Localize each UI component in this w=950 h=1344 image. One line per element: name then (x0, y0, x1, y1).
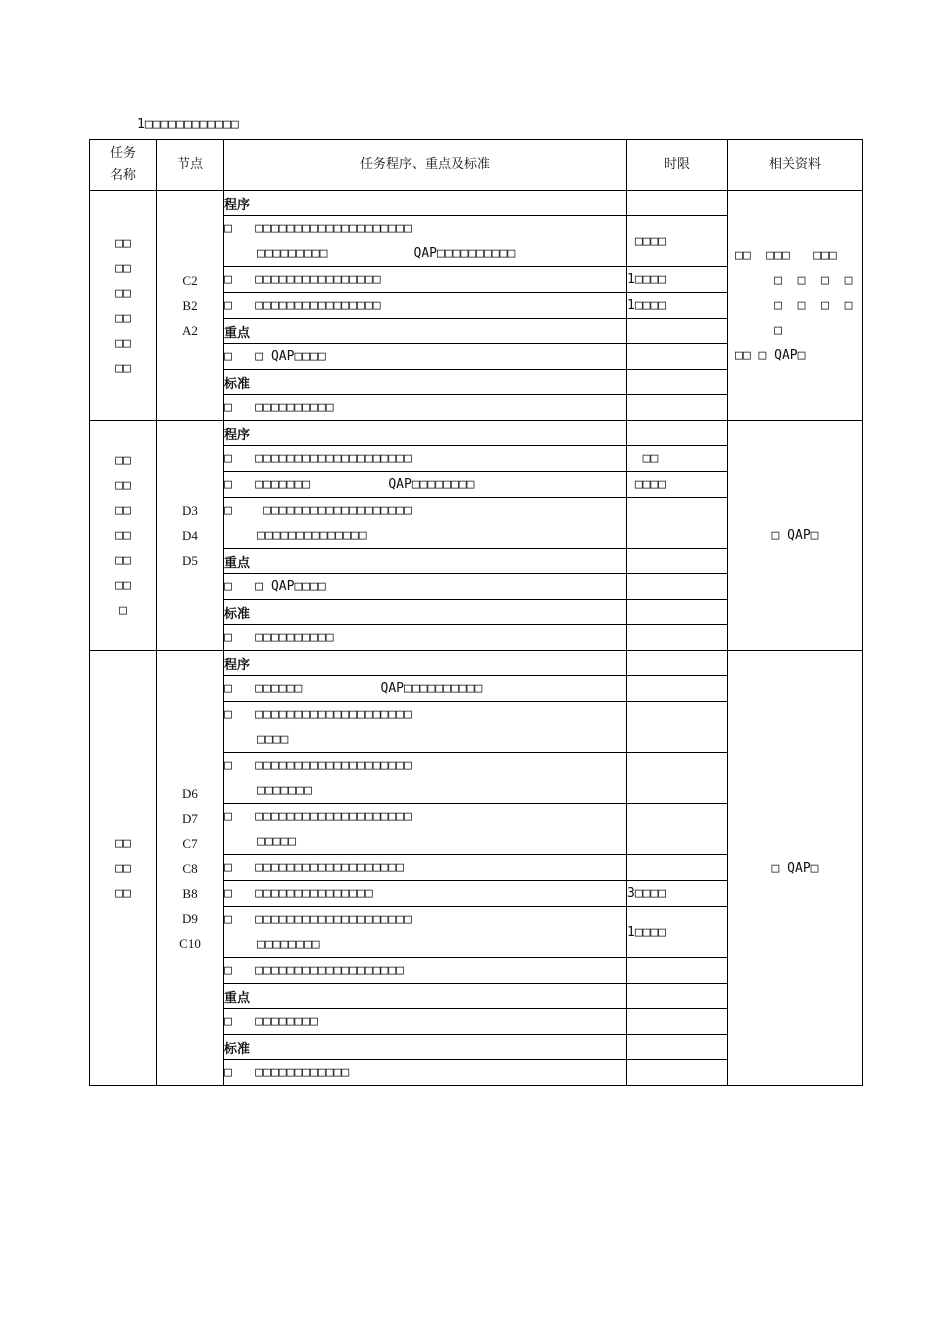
procedure-item-line: □□□□□□□ (257, 783, 312, 798)
time-limit-cell (627, 344, 728, 370)
procedure-item-line: □ □□□□□□□□□□□□□□□□□□□ (224, 503, 412, 518)
reference-cell (728, 191, 863, 421)
procedure-item-line: □ □□□□□□□□□□□□□□□ (224, 886, 373, 901)
reference-line: □ (735, 323, 782, 338)
task-name-line: □□ (115, 528, 131, 543)
procedure-item-line: □□□□□ (257, 834, 297, 849)
task-name-line: □□ (115, 285, 131, 301)
procedure-item (224, 881, 627, 907)
reference-line: □□ □ QAP□ (735, 348, 806, 363)
time-limit-value: 1□□□□ (627, 924, 667, 940)
procedure-item-line: □ □□□□□□□□□□□□□□□□□□□□ (224, 758, 412, 773)
time-limit-cell (627, 651, 728, 676)
procedure-item (224, 446, 627, 472)
table-caption: 1□□□□□□□□□□□□ (137, 117, 239, 132)
section-label: 程序 (224, 421, 627, 446)
time-limit-cell (627, 1035, 728, 1060)
procedure-item (224, 472, 627, 498)
node-cell (157, 421, 224, 651)
time-limit-cell (627, 446, 728, 472)
procedure-item (224, 293, 627, 319)
procedure-item (224, 574, 627, 600)
task-name-cell (90, 191, 157, 421)
procedure-item-line: □ □□□□□□□□□□□□ (224, 1065, 350, 1080)
procedure-item-line: □ □□□□□□□□□□□□□□□□□□□□ (224, 912, 412, 927)
reference-line: □ □ □ □ (735, 273, 853, 288)
procedure-item-line: □ □□□□□□ QAP□□□□□□□□□□ (224, 681, 483, 696)
procedure-item-line: □ □□□□□□□□□□ (224, 630, 334, 645)
node-code: B8 (182, 885, 198, 901)
time-limit-cell (627, 549, 728, 574)
reference-line: □ QAP□ (771, 860, 819, 876)
time-limit-cell (627, 370, 728, 395)
procedure-item-line: □ □□□□□□□□ (224, 1014, 318, 1029)
header-time-limit: 时限 (627, 140, 728, 191)
node-code: D6 (182, 785, 198, 801)
header-row (90, 140, 863, 191)
header-task-name (90, 140, 157, 191)
task-name-line: □□ (115, 310, 131, 326)
reference-line: □ □ □ □ (735, 298, 853, 313)
reference-line: □ QAP□ (771, 528, 819, 543)
time-limit-value: 3□□□□ (627, 886, 667, 901)
procedure-item-line: □ □□□□□□□ QAP□□□□□□□□ (224, 477, 475, 492)
section-label: 标准 (224, 600, 627, 625)
node-code: C8 (182, 860, 198, 876)
time-limit-cell (627, 984, 728, 1009)
time-limit-cell (627, 395, 728, 421)
procedure-item-line: □ □□□□□□□□□□□□□□□□□□□□ (224, 707, 412, 722)
procedure-item (224, 958, 627, 984)
time-limit-cell (627, 804, 728, 855)
procedure-item (224, 907, 627, 958)
procedure-item (224, 498, 627, 549)
time-limit-cell (627, 753, 728, 804)
task-name-line: □□ (115, 835, 131, 851)
procedure-item (224, 344, 627, 370)
procedure-item (224, 1060, 627, 1086)
task-name-line: □□ (115, 335, 131, 351)
procedure-item (224, 395, 627, 421)
node-code: C2 (182, 273, 198, 288)
node-code: A2 (182, 323, 198, 338)
time-limit-cell (627, 574, 728, 600)
time-limit-cell (627, 881, 728, 907)
procedure-item (224, 625, 627, 651)
time-limit-value: 1□□□□ (627, 272, 667, 287)
time-limit-cell (627, 498, 728, 549)
time-limit-value: □□□□ (627, 233, 667, 249)
time-limit-value: □□ (627, 451, 659, 466)
time-limit-cell (627, 1060, 728, 1086)
section-label: 重点 (224, 549, 627, 574)
procedure-item (224, 216, 627, 267)
procedure-item (224, 267, 627, 293)
time-limit-cell (627, 472, 728, 498)
procedure-item (224, 753, 627, 804)
task-name-cell (90, 651, 157, 1086)
task-name-line: □□ (115, 360, 131, 376)
procedure-item-line: □ □□□□□□□□□□□□□□□□□□□ (224, 963, 405, 978)
task-name-line: □□ (115, 235, 131, 251)
node-code: D3 (182, 503, 198, 518)
procedure-item (224, 702, 627, 753)
procedure-item-line: □ □□□□□□□□□□□□□□□□ (224, 272, 381, 287)
procedure-item (224, 855, 627, 881)
procedure-item-line: □□□□□□□□□□□□□□ (257, 528, 367, 543)
table-row (90, 191, 863, 216)
node-code: C10 (179, 935, 201, 951)
time-limit-cell (627, 907, 728, 958)
reference-cell (728, 421, 863, 651)
time-limit-cell (627, 702, 728, 753)
time-limit-cell (627, 421, 728, 446)
procedure-item-line: □ □□□□□□□□□□□□□□□□□□□ (224, 860, 405, 875)
node-code: D9 (182, 910, 198, 926)
procedure-item-line: □□□□□□□□ (257, 937, 320, 952)
task-name-line: □□ (115, 453, 131, 468)
time-limit-cell (627, 855, 728, 881)
time-limit-cell (627, 191, 728, 216)
procedure-item-line: □ □□□□□□□□□□□□□□□□□□□□ (224, 451, 412, 466)
node-cell (157, 651, 224, 1086)
time-limit-cell (627, 319, 728, 344)
time-limit-value: 1□□□□ (627, 298, 667, 313)
time-limit-value: □□□□ (627, 477, 667, 492)
node-code: D7 (182, 810, 198, 826)
task-name-cell (90, 421, 157, 651)
procedure-item (224, 676, 627, 702)
procedure-item-line: □ □□□□□□□□□□ (224, 400, 334, 415)
procedure-item-line: □□□□□□□□□ QAP□□□□□□□□□□ (257, 246, 516, 261)
time-limit-cell (627, 293, 728, 319)
task-name-line: □□ (115, 860, 131, 876)
header-task-name-line: 任务 (109, 146, 136, 161)
time-limit-cell (627, 625, 728, 651)
node-code: D5 (182, 553, 198, 568)
table-row (90, 651, 863, 676)
time-limit-cell (627, 958, 728, 984)
section-label: 重点 (224, 984, 627, 1009)
procedure-item (224, 804, 627, 855)
header-task-name-line: 名称 (109, 168, 136, 183)
task-name-line: □□ (115, 503, 131, 518)
node-code: B2 (182, 298, 198, 313)
section-label: 标准 (224, 1035, 627, 1060)
time-limit-cell (627, 676, 728, 702)
task-name-line: □□ (115, 553, 131, 568)
node-code: D4 (182, 528, 198, 543)
task-name-line: □ (119, 603, 127, 618)
procedure-item (224, 1009, 627, 1035)
header-reference: 相关资料 (728, 140, 863, 191)
header-node: 节点 (157, 140, 224, 191)
task-table (89, 139, 863, 1086)
task-name-line: □□ (115, 478, 131, 493)
section-label: 程序 (224, 191, 627, 216)
task-name-line: □□ (115, 885, 131, 901)
procedure-item-line: □ □□□□□□□□□□□□□□□□□□□□ (224, 221, 412, 236)
node-cell (157, 191, 224, 421)
time-limit-cell (627, 1009, 728, 1035)
section-label: 标准 (224, 370, 627, 395)
procedure-item-line: □ □□□□□□□□□□□□□□□□ (224, 298, 381, 313)
procedure-item-line: □□□□ (257, 732, 289, 747)
node-code: C7 (182, 835, 198, 851)
time-limit-cell (627, 600, 728, 625)
procedure-item-line: □ □ QAP□□□□ (224, 579, 326, 594)
header-procedure: 任务程序、重点及标准 (224, 140, 627, 191)
time-limit-cell (627, 267, 728, 293)
procedure-item-line: □ □ QAP□□□□ (224, 349, 326, 364)
reference-cell (728, 651, 863, 1086)
section-label: 程序 (224, 651, 627, 676)
task-name-line: □□ (115, 260, 131, 276)
section-label: 重点 (224, 319, 627, 344)
procedure-item-line: □ □□□□□□□□□□□□□□□□□□□□ (224, 809, 412, 824)
table-row (90, 421, 863, 446)
time-limit-cell (627, 216, 728, 267)
task-name-line: □□ (115, 578, 131, 593)
reference-line: □□ □□□ □□□ (735, 248, 837, 263)
